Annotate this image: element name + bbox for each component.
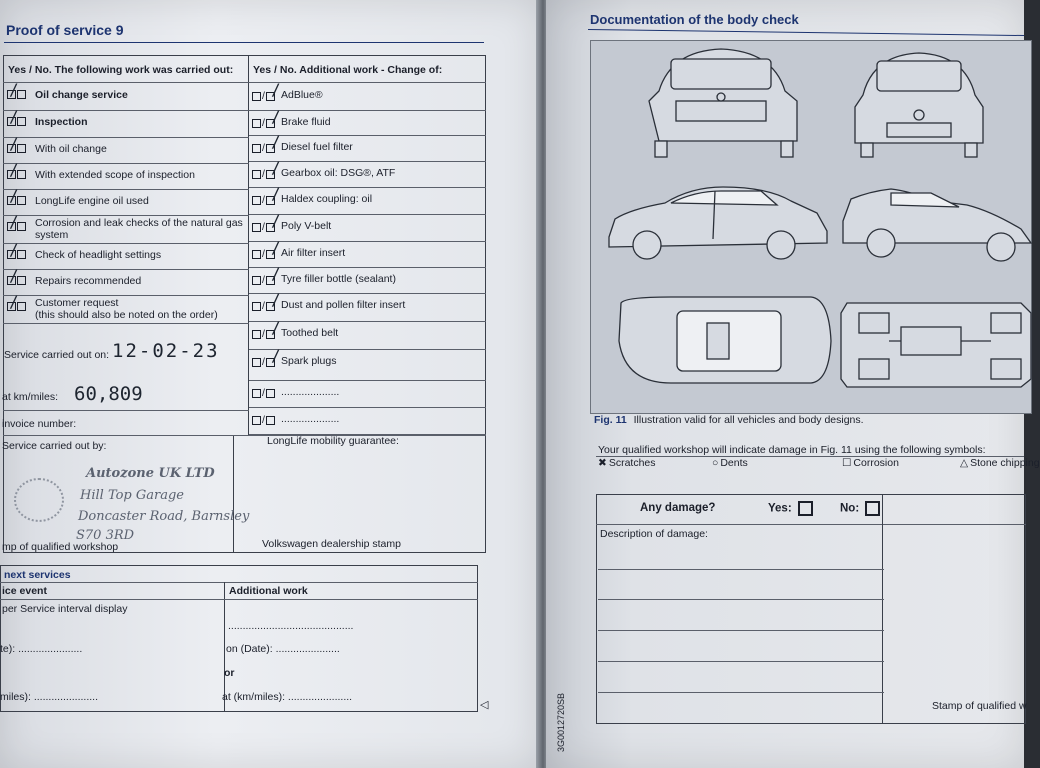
yes-label: Yes: [768,502,792,515]
title-rule [4,42,484,43]
service-date-value[interactable]: 12-02-23 [112,340,220,362]
service-event-header: ice event [2,585,47,597]
additional-work-label: Tyre filler bottle (sealant) [281,273,396,285]
work-item-row[interactable] [3,107,249,138]
work-item-label: Inspection [35,116,88,128]
body-check-title: Documentation of the body check [590,12,799,27]
figure-caption [594,414,864,426]
additional-work-label: Haldex coupling: oil [281,193,373,205]
stamp-line-3: Doncaster Road, Barnsley [78,509,250,524]
damage-symbol-corrosion [842,457,899,469]
yes-no-checkbox[interactable]: / [252,328,276,340]
damage-yes[interactable] [768,501,813,516]
figure-caption-text: Illustration valid for all vehicles and body designs. [633,414,864,426]
work-item-label-line2: (this should also be noted on the order) [35,309,218,321]
service-date-label: Service carried out on: [4,349,110,361]
at-km[interactable]: at (km/miles): ...................... [222,691,353,703]
car-side-view-right [843,189,1031,261]
work-item-label: Check of headlight settings [35,249,162,261]
additional-work-label: Poly V-belt [281,220,332,232]
work-item-label: Oil change service [35,89,128,101]
interval-text: per Service interval display [2,603,128,615]
additional-work-label: .................... [281,413,340,425]
work-item-label: Repairs recommended [35,275,142,287]
check-mark-icon: / [9,266,19,285]
description-label: Description of damage: [600,528,708,540]
additional-work-row[interactable] [249,408,486,435]
carried-out-by-label: Service carried out by: [2,440,107,452]
body-check-illustration [590,40,1032,414]
miles-line[interactable]: miles): ...................... [0,691,99,703]
check-mark-icon: / [271,158,281,177]
work-item-row[interactable] [3,240,249,270]
yes-no-checkbox[interactable]: / [252,90,276,102]
symbol-glyph-icon: △ [960,457,969,469]
check-mark-icon: / [9,160,19,179]
additional-work-row[interactable] [249,80,486,111]
yes-no-checkbox[interactable]: / [252,300,276,312]
vw-stamp-label: Volkswagen dealership stamp [262,538,401,550]
symbol-glyph-icon: ✖ [598,457,607,469]
work-item-label: LongLife engine oil used [35,195,149,207]
additional-work-row[interactable] [249,381,486,408]
no-label: No: [840,502,860,515]
additional-work-label: Spark plugs [281,355,337,367]
additional-work-header: Additional work [229,585,308,597]
car-diagram-svg [591,41,1031,413]
triangle-icon: ◁ [480,699,489,711]
additional-work-row[interactable] [249,211,486,242]
stamp-line-4: S70 3RD [76,528,135,543]
column-divider-lower [233,435,234,553]
stamp-label: Stamp of qualified w [932,700,1027,712]
work-item-row[interactable] [3,212,249,244]
instruction-text: Your qualified workshop will indicate damage in Fig. 11 using the following symbols: [598,444,986,456]
check-mark-icon: / [271,346,281,365]
additional-work-label: AdBlue® [281,89,323,101]
check-mark-icon: / [271,318,281,337]
yes-checkbox[interactable] [798,501,813,516]
date-line[interactable]: te): ...................... [0,643,83,655]
work-item-row[interactable] [3,186,249,216]
additional-work-row[interactable] [249,346,486,381]
document-code: 3G0012720SB [556,692,566,752]
symbol-glyph-icon: ○ [712,457,719,469]
work-item-row[interactable] [3,80,249,111]
check-mark-icon: / [9,107,19,126]
yes-no-checkbox[interactable]: / [252,274,276,286]
yes-no-checkbox[interactable]: / [252,168,276,180]
car-rear-view [649,49,797,157]
check-mark-icon: / [9,186,19,205]
figure-label: Fig. 11 [594,414,627,426]
or-label: or [224,667,235,679]
stamp-seal [14,478,64,522]
additional-work-row[interactable] [249,132,486,162]
work-item-label-line2: system [35,229,69,241]
check-mark-icon: / [271,290,281,309]
yes-no-checkbox[interactable]: / [252,117,276,129]
additional-work-label: Air filter insert [281,247,346,259]
km-value[interactable]: 60,809 [74,383,143,405]
damage-symbol-stone-chipping [960,457,1040,469]
car-top-view [619,297,831,383]
check-mark-icon: / [9,134,19,153]
check-mark-icon: / [271,211,281,230]
work-item-label: With oil change [35,143,107,155]
check-mark-icon: / [271,184,281,203]
work-item-label: Corrosion and leak checks of the natural gas [35,217,243,229]
next-services-title: next services [4,569,71,581]
symbol-label: Dents [720,457,748,469]
car-underbody-view [841,303,1031,387]
damage-symbol-scratches [598,457,656,469]
check-mark-icon: / [9,212,19,231]
stamp-line-2: Hill Top Garage [80,488,184,503]
work-item-label: With extended scope of inspection [35,169,195,181]
symbol-label: Stone chipping [970,457,1040,469]
symbol-label: Corrosion [853,457,899,469]
damage-symbol-dents [712,457,748,469]
yes-no-checkbox[interactable]: / [252,414,276,426]
no-checkbox[interactable] [865,501,880,516]
car-front-view [855,53,983,157]
any-damage-label: Any damage? [640,502,716,514]
check-mark-icon: / [271,107,281,126]
check-mark-icon: / [271,132,281,151]
stamp-line-1: Autozone UK LTD [86,466,215,481]
col1-header: Yes / No. The following work was carried out: [8,64,234,76]
work-item-row[interactable] [3,160,249,190]
additional-work-row[interactable] [249,107,486,136]
damage-no[interactable] [840,501,880,516]
additional-dotted-line[interactable]: ........................................... [228,620,354,632]
check-mark-icon: / [9,240,19,259]
additional-work-label: Dust and pollen filter insert [281,299,406,311]
additional-work-row[interactable] [249,318,486,350]
additional-work-row[interactable] [249,184,486,215]
car-side-view-left [609,187,827,259]
work-item-row[interactable] [3,266,249,296]
check-mark-icon: / [271,238,281,257]
additional-work-label: .................... [281,386,340,398]
invoice-label: invoice number: [2,418,77,430]
page-title: Proof of service 9 [6,22,124,38]
col2-header: Yes / No. Additional work - Change of: [253,64,443,76]
check-mark-icon: / [271,264,281,283]
additional-work-row[interactable] [249,290,486,322]
yes-no-checkbox[interactable]: / [252,142,276,154]
additional-work-row[interactable] [249,264,486,294]
km-label: at km/miles: [2,391,59,403]
additional-work-row[interactable] [249,158,486,188]
yes-no-checkbox[interactable]: / [252,194,276,206]
on-date[interactable]: on (Date): ...................... [226,643,340,655]
work-item-row[interactable] [3,134,249,164]
work-item-row[interactable] [3,292,249,324]
work-item-label: Customer request [35,297,119,309]
additional-work-label: Gearbox oil: DSG®, ATF [281,167,396,179]
check-mark-icon: / [9,80,19,99]
additional-work-row[interactable] [249,238,486,268]
stamp-caption: mp of qualified workshop [2,541,119,553]
longlife-label: LongLife mobility guarantee: [267,435,399,447]
additional-work-label: Brake fluid [281,116,331,128]
symbol-label: Scratches [608,457,656,469]
yes-no-checkbox[interactable]: / [252,221,276,233]
check-mark-icon: / [271,80,281,99]
symbol-glyph-icon: ☐ [842,457,852,469]
additional-work-label: Toothed belt [281,327,339,339]
yes-no-checkbox[interactable]: / [252,387,276,399]
yes-no-checkbox[interactable]: / [252,248,276,260]
check-mark-icon: / [9,292,19,311]
yes-no-checkbox[interactable]: / [252,356,276,368]
additional-work-label: Diesel fuel filter [281,141,353,153]
